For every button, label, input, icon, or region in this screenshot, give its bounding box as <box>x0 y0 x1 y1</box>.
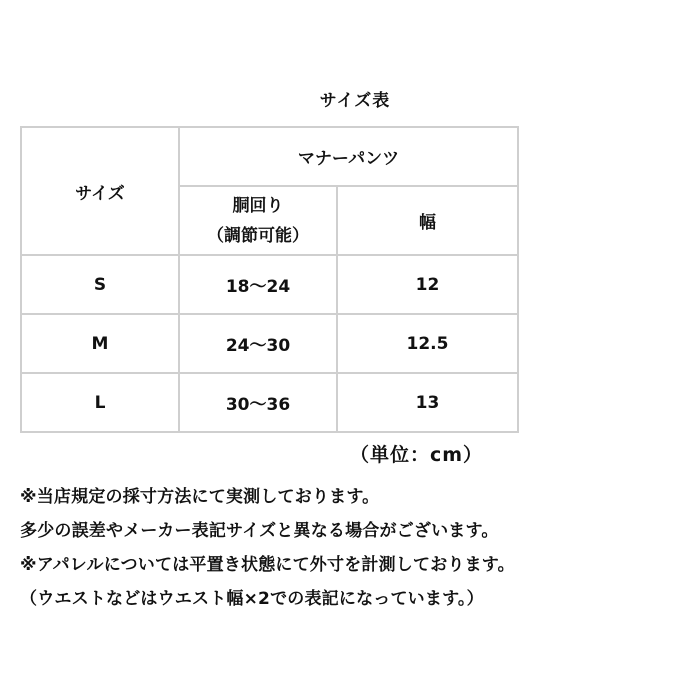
table-header-row <box>21 127 518 186</box>
cell-size: S <box>21 255 179 314</box>
header-size: サイズ <box>21 127 179 255</box>
note-line: ※当店規定の採寸方法にて実測しております。 <box>20 487 380 507</box>
header-waist <box>179 186 337 255</box>
cell-width: 12 <box>337 255 518 314</box>
size-table <box>20 126 519 433</box>
note-line: （ウエストなどはウエスト幅×2での表記になっています。） <box>20 589 484 609</box>
cell-waist: 30～36 <box>179 373 337 432</box>
unit-label: （単位：cm） <box>350 444 484 466</box>
note-line: ※アパレルについては平置き状態にて外寸を計測しております。 <box>20 555 515 575</box>
header-waist-line1: 胴回り <box>232 195 284 216</box>
note-line: 多少の誤差やメーカー表記サイズと異なる場合がございます。 <box>20 521 499 541</box>
cell-size: M <box>21 314 179 373</box>
table-row <box>21 314 518 373</box>
cell-width: 12.5 <box>337 314 518 373</box>
header-product: マナーパンツ <box>179 127 518 186</box>
page-title: サイズ表 <box>319 91 391 111</box>
cell-width: 13 <box>337 373 518 432</box>
cell-waist: 18～24 <box>179 255 337 314</box>
notes <box>20 480 690 616</box>
table-row <box>21 373 518 432</box>
cell-size: L <box>21 373 179 432</box>
table-row <box>21 255 518 314</box>
header-width: 幅 <box>337 186 518 255</box>
header-waist-line2: （調節可能） <box>207 225 309 246</box>
cell-waist: 24～30 <box>179 314 337 373</box>
